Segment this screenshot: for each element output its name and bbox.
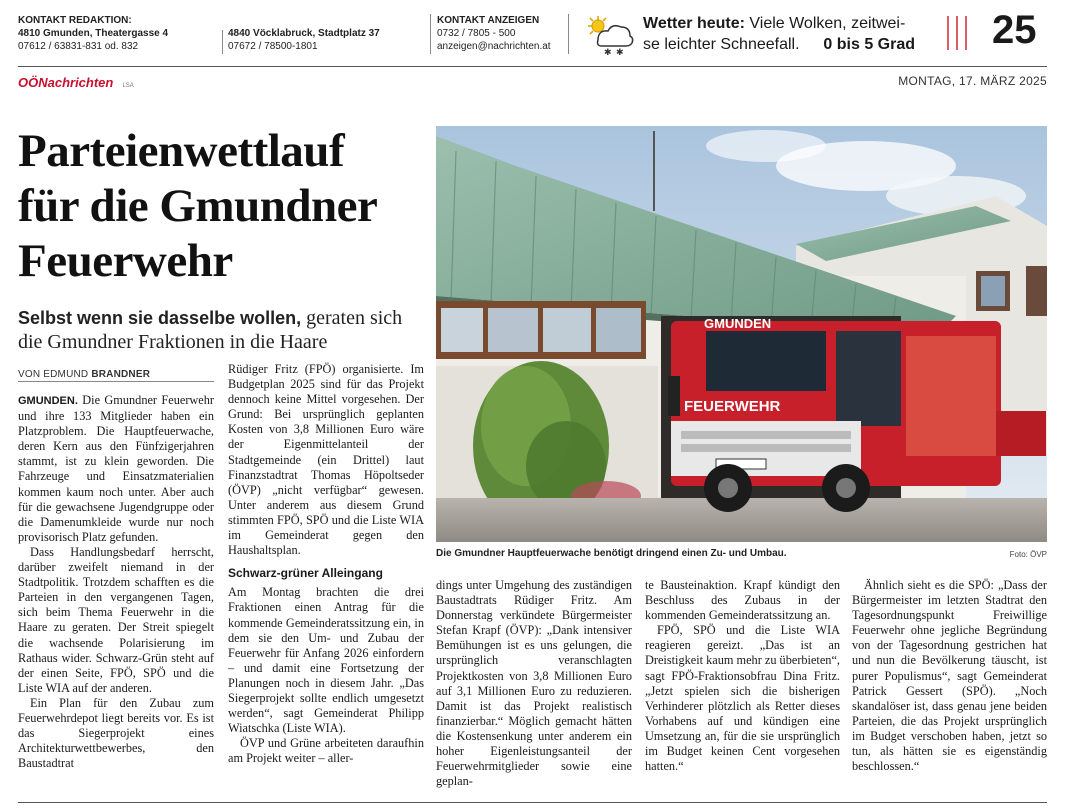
contact-address-2-line2: 07672 / 78500-1801 bbox=[228, 41, 318, 52]
weather-label: Wetter heute: bbox=[643, 15, 745, 32]
article-column-1 bbox=[18, 393, 214, 771]
column-4-paragraph-2: FPÖ, SPÖ und die Liste WIA reagieren gereizt. „Das ist an Dreistigkeit kaum mehr zu überbieten“, sagt FPÖ-Fraktionsobfrau Dina Fritz. „Jetzt spielen sich die bisherigen Verhinderer plötzlich als Retter dieses Vorhabens auf und kündigen eine Umsetzung an, für die sie ursprünglich im Budget keinen Cent vorgesehen hatten.“ bbox=[645, 623, 840, 774]
header-divider bbox=[430, 14, 431, 54]
article-column-5 bbox=[852, 578, 1047, 774]
column-2-paragraph-2: Am Montag brachten die drei Fraktionen einen Antrag für die kommende Gemeinderatssitzung ein, in dem sie den Um- und Zubau der Feuerwehr für Anfang 2026 einfordern – und damit eine Fortsetzung der Planungen noch in diesem Jahr. „Das Siegerprojekt sollte endlich umgesetzt werden“, sagt Gemeinderat Philipp Wiatschka (Liste WIA). bbox=[228, 585, 424, 736]
column-2-subheading: Schwarz-grüner Alleingang bbox=[228, 566, 383, 581]
byline bbox=[18, 369, 150, 380]
subheadline-bold: Selbst wenn sie dasselbe wollen, bbox=[18, 308, 302, 328]
decorative-bar bbox=[965, 16, 967, 50]
contact-editorial-title: KONTAKT REDAKTION: bbox=[18, 15, 132, 26]
contact-ads-email[interactable]: anzeigen@nachrichten.at bbox=[437, 41, 551, 52]
column-4-paragraph-1: te Bausteinaktion. Krapf kündigt den Beschluss des Zubaus in der kommenden Gemeinderatssitzung an. bbox=[645, 578, 840, 623]
headline bbox=[18, 124, 428, 289]
newspaper-logo[interactable] bbox=[18, 72, 134, 91]
weather-text-2: se leichter Schneefall. bbox=[643, 36, 800, 53]
weather-text-1: Viele Wolken, zeitwei- bbox=[744, 15, 906, 32]
contact-address-2-line1: 4840 Vöcklabruck, Stadtplatz 37 bbox=[228, 28, 380, 39]
contact-editorial bbox=[18, 14, 168, 53]
column-3-paragraph-1: dings unter Umgehung des zuständigen Baustadtrats Rüdiger Fritz. Am Donnerstag verkündete Bürgermeister Stefan Krapf (ÖVP): „Dank intensiver Bemühungen ist es uns gelungen, die ursprünglich veranschlagten Projektkosten von 3,8 Millionen Euro auf 3,1 Millionen Euro zu reduzieren. Damit ist das Projekt realistisch finanzierbar.“ Möglich gemacht hätten die Kostensenkung unter anderem ein hoher Eigenleistungsanteil der Feuerwehrmitglieder sowie eine geplan- bbox=[436, 578, 632, 789]
contact-ads bbox=[437, 14, 551, 53]
column-2-paragraph-3: ÖVP und Grüne arbeiteten daraufhin am Projekt weiter – aller- bbox=[228, 736, 424, 766]
truck-label-front: FEUERWEHR bbox=[684, 398, 781, 415]
article-column-4 bbox=[645, 578, 840, 774]
truck-label-top: GMUNDEN bbox=[704, 316, 772, 331]
subheadline-rest: geraten sich die Gmundner Fraktionen in die Haare bbox=[18, 307, 403, 353]
headline-line-2: für die Gmundner bbox=[18, 180, 378, 232]
logo-suffix: LSA bbox=[122, 83, 134, 89]
header-divider bbox=[568, 14, 569, 54]
decorative-bar bbox=[956, 16, 958, 50]
fire-station-photo bbox=[436, 126, 1047, 542]
article-column-3 bbox=[436, 578, 632, 789]
byline-author: BRANDNER bbox=[91, 369, 151, 380]
column-2-paragraph-1: Rüdiger Fritz (FPÖ) organisierte. Im Budgetplan 2025 sind für das Projekt dennoch keine Mittel vorgesehen. Der Grund: Bei ursprünglich geplanten Kosten von 3,8 Millionen Euro wäre der Eigenmittelanteil der Stadtgemeinde (ein Drittel) laut Finanzstadtrat Thomas Höpoltseder (ÖVP) „nicht verfügbar“ gewesen. Unter anderem aus diesem Grund stimmten FPÖ, SPÖ und die Liste WIA im Gemeinderat gegen den Haushaltsplan. bbox=[228, 362, 424, 558]
cloud-sun-snow-icon bbox=[584, 14, 636, 56]
weather-temperature: 0 bis 5 Grad bbox=[823, 36, 915, 53]
header-rule bbox=[18, 66, 1047, 67]
contact-editorial-phone: 07612 / 63831-831 od. 832 bbox=[18, 41, 139, 52]
column-1-paragraph-1: Die Gmundner Feuerwehr und ihre 133 Mitglieder haben ein Platzproblem. Die Hauptfeuerwache, deren Kern aus den Fünfzigerjahren stammt, ist zu klein geworden. Die Fahrzeuge und Einsatzmaterialien kommen kaum noch unter. Aber auch für die gewachsene Jugendgruppe oder die Damenumkleide wurde nur noch provisorisch Platz gefunden. bbox=[18, 393, 214, 544]
issue-date: MONTAG, 17. MÄRZ 2025 bbox=[898, 74, 1047, 88]
subheadline bbox=[18, 306, 428, 354]
svg-text:✱: ✱ bbox=[604, 48, 612, 56]
footer-rule bbox=[18, 802, 1047, 803]
column-5-paragraph-1: Ähnlich sieht es die SPÖ: „Dass der Bürgermeister im letzten Stadtrat den Tagesordnungspunkt Freiwillige Feuerwehr ohne jegliche Begründung von der Tagesordnung gestrichen hat und nun die Bevölkerung täuscht, ist purer Populismus“, sagt Gemeinderat Patrick Gessert (SPÖ). „Noch skandalöser ist, dass genau jene beiden Parteien, die das Projekt ursprünglich im Budget verschoben haben, jetzt so tun, als hätten sie es eigenständig beschlossen.“ bbox=[852, 578, 1047, 774]
contact-ads-title: KONTAKT ANZEIGEN bbox=[437, 15, 540, 26]
contact-editorial-address: 4810 Gmunden, Theatergasse 4 bbox=[18, 28, 169, 39]
contact-address-2 bbox=[228, 27, 380, 53]
weather-forecast bbox=[643, 13, 918, 55]
logo-text: OÖNachrichten bbox=[18, 75, 114, 90]
photo-credit: Foto: ÖVP bbox=[1009, 550, 1047, 559]
svg-text:✱: ✱ bbox=[616, 48, 624, 56]
article-dateline: GMUNDEN. bbox=[18, 395, 78, 407]
headline-line-1: Parteienwettlauf bbox=[18, 125, 345, 177]
page-number: 25 bbox=[992, 8, 1037, 52]
byline-prefix: VON EDMUND bbox=[18, 369, 92, 380]
photo-caption: Die Gmundner Hauptfeuerwache benötigt dringend einen Zu- und Umbau. bbox=[436, 548, 787, 559]
byline-rule bbox=[18, 381, 214, 382]
fire-truck bbox=[668, 316, 1046, 512]
headline-line-3: Feuerwehr bbox=[18, 235, 233, 287]
header-divider bbox=[222, 30, 223, 54]
contact-ads-phone: 0732 / 7805 - 500 bbox=[437, 28, 516, 39]
column-1-paragraph-3: Ein Plan für den Zubau zum Feuerwehrdepot liegt bereits vor. Es ist das Siegerprojekt eines Architekturwettbewerbes, den Baustadtrat bbox=[18, 695, 214, 771]
article-column-2 bbox=[228, 362, 424, 766]
decorative-bar bbox=[947, 16, 949, 50]
column-1-paragraph-2: Dass Handlungsbedarf herrscht, darüber zweifelt niemand in der Stadtpolitik. Trotzdem schafften es die Parteien in den vergangenen Tagen, sich beim Thema Feuerwehr in die Haare zu geraten. Der Streit spiegelt die wachsende Polarisierung im Rathaus wider. Schwarz-Grün steht auf der einen Seite, FPÖ, SPÖ und die Liste WIA auf der anderen. bbox=[18, 544, 214, 695]
